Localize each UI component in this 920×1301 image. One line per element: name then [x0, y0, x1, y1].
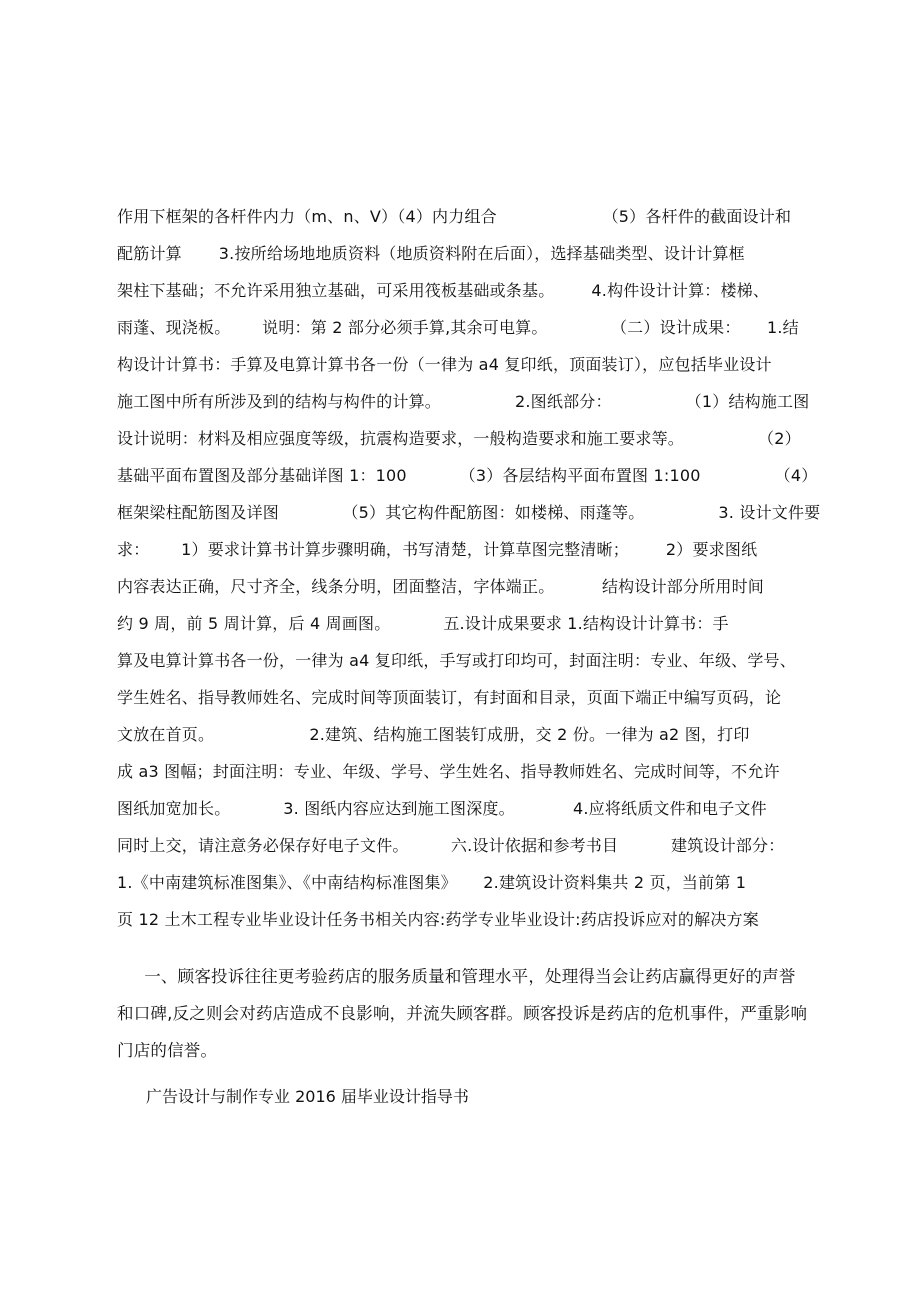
text-line: 施工图中所有所涉及到的结构与构件的计算。 2.图纸部分： （1）结构施工图	[117, 392, 810, 411]
paragraph-line: 和口碑,反之则会对药店造成不良影响，并流失顾客群。顾客投诉是药店的危机事件，严重影响	[117, 1004, 808, 1023]
text-line: 文放在首页。 2.建筑、结构施工图装钉成册，交 2 份。一律为 a2 图，打印	[117, 725, 750, 744]
text-line: 设计说明：材料及相应强度等级，抗震构造要求，一般构造要求和施工要求等。 （2）	[117, 429, 801, 448]
text-line: 内容表达正确，尺寸齐全，线条分明，团面整洁，字体端正。 结构设计部分所用时间	[117, 577, 764, 596]
text-line: 1.《中南建筑标准图集》、《中南结构标准图集》 2.建筑设计资料集共 2 页，当前第 1	[117, 873, 747, 892]
text-line: 同时上交，请注意务必保存好电子文件。 六.设计依据和参考书目 建筑设计部分：	[117, 836, 785, 855]
text-line: 图纸加宽加长。 3. 图纸内容应达到施工图深度。 4.应将纸质文件和电子文件	[117, 799, 767, 818]
text-line: 雨蓬、现浇板。 说明：第 2 部分必须手算,其余可电算。 （二）设计成果： 1.结	[117, 318, 799, 337]
text-line: 求： 1）要求计算书计算步骤明确，书写清楚，计算草图完整清晰； 2）要求图纸	[117, 540, 758, 559]
text-line: 构设计计算书：手算及电算计算书各一份（一律为 a4 复印纸，顶面装订），应包括毕业设计	[117, 355, 772, 374]
complaint-paragraph	[117, 958, 817, 1069]
guide-title: 广告设计与制作专业 2016 届毕业设计指导书	[146, 1087, 469, 1106]
text-line: 作用下框架的各杆件内力（m、n、V）（4）内力组合 （5）各杆件的截面设计和	[117, 207, 792, 226]
text-line: 学生姓名、指导教师姓名、完成时间等顶面装订，有封面和目录，页面下端正中编写页码，论	[117, 688, 782, 707]
text-line: 约 9 周，前 5 周计算，后 4 周画图。 五.设计成果要求 1.结构设计计算书：手	[117, 614, 729, 633]
text-line: 配筋计算 3.按所给场地地质资料（地质资料附在后面），选择基础类型、设计计算框	[117, 244, 745, 263]
text-line: 框架梁柱配筋图及详图 （5）其它构件配筋图：如楼梯、雨蓬等。 3. 设计文件要	[117, 503, 821, 522]
paragraph-line: 门店的信誉。	[117, 1041, 218, 1060]
text-line: 页 12 土木工程专业毕业设计任务书相关内容:药学专业毕业设计:药店投诉应对的解决方案	[117, 910, 759, 929]
paragraph-line: 一、顾客投诉往往更考验药店的服务质量和管理水平，处理得当会让药店赢得更好的声誉	[117, 967, 796, 986]
text-line: 算及电算计算书各一份，一律为 a4 复印纸，手写或打印均可，封面注明：专业、年级、学号、	[117, 651, 796, 670]
text-line: 基础平面布置图及部分基础详图 1：100 （3）各层结构平面布置图 1:100 （4）	[117, 466, 818, 485]
task-body-text	[117, 198, 821, 938]
text-line: 成 a3 图幅；封面注明：专业、年级、学号、学生姓名、指导教师姓名、完成时间等，不允许	[117, 762, 780, 781]
text-line: 架柱下基础；不允许采用独立基础，可采用筏板基础或条基。 4.构件设计计算：楼梯、	[117, 281, 770, 300]
